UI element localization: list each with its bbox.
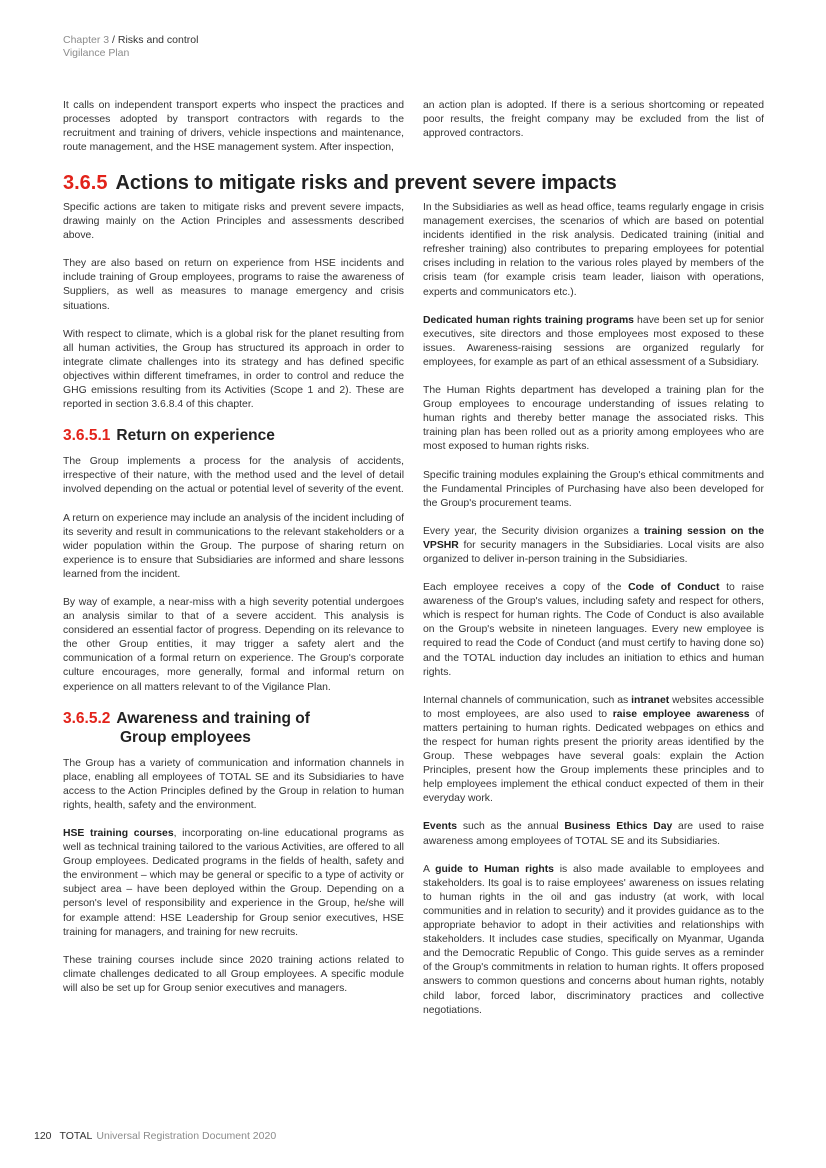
- left-paragraph: The Group has a variety of communication and information channels in place, enabling all employees of TOTAL SE and its Subsidiaries to have access to the Action Principles defined by the Group in relation to human rights, health, safety and the environment.: [63, 757, 404, 811]
- left-paragraph: A return on experience may include an analysis of the incident including of its severity and result in communications to the relevant stakeholders or a wider population within the Group. The purpose of sharing return on experience is to ensure that Subsidiaries are informed and share lessons learned from the incident.: [63, 512, 404, 580]
- document-title: Universal Registration Document 2020: [96, 1130, 277, 1142]
- intranet-lead: intranet: [631, 694, 670, 706]
- right-paragraph: [423, 581, 764, 680]
- right-paragraph: The Human Rights department has developed a training plan for the Group employees to encourage understanding of issues relating to human rights and thereby better manage the associated risks. This training plan has been rolled out as a priority among employees who are most exposed to human rights risks.: [423, 385, 764, 453]
- header-subtitle: Vigilance Plan: [63, 47, 130, 59]
- right-paragraph: [423, 694, 764, 807]
- left-paragraph: By way of example, a near-miss with a high severity potential undergoes an analysis similar to that of a severe accident. This analysis is considered an essential factor of progress. Depending on its relevance to the other Group entities, it may trigger a safety alert and the communication of a formal return on experience. The Group's corporate culture encourages, more generally, formal and informal return on experience on all matters relevant to of the Vigilance Plan.: [63, 596, 404, 693]
- left-paragraph: [63, 827, 404, 940]
- guide-text-b: is also made available to employees and stakeholders. Its goal is to raise employees' awareness on issues relating to human rights in the oil and gas industry (at work, with local communities and in relation to security) and it provides guidance as to the appropriate behavior to adopt in their activities and relationships with stakeholders. It includes case studies, specifically on Myanmar, Uganda and the Democratic Republic of Congo. This guide serves as a reminder of the Group's commitments in relation to human rights. It offers proposed answers to common questions and concerns about human rights, notably child labor, forced labor, discriminatory practices and collective negotiations.: [423, 863, 764, 1016]
- subsection-heading-return-on-experience: [63, 426, 404, 445]
- right-paragraph: [423, 820, 764, 848]
- page-header: [63, 34, 198, 60]
- section-title: Actions to mitigate risks and prevent severe impacts: [115, 172, 617, 194]
- events-text-b: are used to raise awareness among employees of TOTAL SE and its Subsidiaries.: [423, 821, 764, 847]
- intro-left-text: It calls on independent transport experts who inspect the practices and processes adopted by transport contractors with regards to the recruitment and training of drivers, vehicle inspections and maintenance, route management, and the HSE management system. After inspection,: [63, 100, 404, 154]
- right-paragraph: Specific training modules explaining the Group's ethical commitments and the Fundamental Principles of Purchasing have also been developed for the Group's procurement teams.: [423, 469, 764, 509]
- right-paragraph: In the Subsidiaries as well as head office, teams regularly engage in crisis management exercises, the scenarios of which are based on potential incidents identified in the risk analysis. Dedicated training (initial and refresher training) also contributes to preparing employees for potential crises including in relation to the various roles played by members of the crisis team (for example crisis team leader, liaison with operations, experts and communicators etc.).: [423, 202, 764, 298]
- intro-right-text: an action plan is adopted. If there is a serious shortcoming or repeated poor results, the freight company may be excluded from the list of approved contractors.: [423, 100, 764, 140]
- human-rights-training-text: have been set up for senior executives, site directors and those employees most exposed to these issues. Awareness-raising sessions are organized regularly for employees, for example as part of an ethical assessment of a Subsidiary.: [423, 314, 764, 368]
- code-text-a: Each employee receives a copy of the: [423, 582, 629, 594]
- intranet-text-a: Internal channels of communication, such as: [423, 694, 632, 706]
- left-paragraph: With respect to climate, which is a global risk for the planet resulting from all human activities, the Group has structured its approach in order to integrate climate challenges into its strategy and has defined specific objectives within different timeframes, in order to control and reduce the GHG emissions resulting from its Activities (Scope 1 and 2). These are reported in section 3.6.8.4 of this chapter.: [63, 328, 404, 411]
- header-separator: /: [112, 34, 115, 46]
- vpshr-text-b: for security managers in the Subsidiaries. Local visits are also organized to deliver in-person training in the Subsidiaries.: [423, 539, 764, 565]
- intro-right: [423, 99, 764, 155]
- subsection-number: 3.6.5.2: [63, 709, 111, 727]
- brand-name: TOTAL: [59, 1130, 93, 1142]
- code-text-b: to raise awareness of the Group's values, including safety and respect for others, which is respect for human rights. The Code of Conduct is also available on the Group's website in nineteen languages. Every new employee is required to read the Code of Conduct (and must certify to having done so) and the TOTAL induction day includes an initiation to ethics and human rights.: [423, 582, 764, 678]
- events-text-a: such as the annual: [457, 821, 565, 833]
- section-heading: [63, 172, 617, 195]
- hse-training-text: , incorporating on-line educational programs as well as technical training tailored to the various Activities, are offered to all Group employees. Dedicated programs in the fields of health, safety and the environment – which may be general or specific to a type of activity or subject area – have been deployed within the Group. Depending on a person's level of responsibility and experience in the Group, he/she will for example attend: HSE Leadership for Group senior executives, HSE training for managers, and training for new recruits.: [63, 828, 404, 938]
- hse-training-lead: HSE training courses: [63, 828, 174, 839]
- left-paragraph: The Group implements a process for the analysis of accidents, irrespective of their nature, with the method used and the level of detail involved depending on the actual or potential level of severity of the event.: [63, 456, 404, 496]
- intranet-text-c: of matters pertaining to human rights. Dedicated webpages on ethics and the respect for human rights present the priority areas identified by the Group. These webpages have several goals: explain the Action Principles, present how the Group implements these principles and to help employees implement the ethical conduct expected of them in their everyday work.: [423, 708, 764, 805]
- human-rights-training-lead: Dedicated human rights training programs: [423, 314, 634, 326]
- left-paragraph: They are also based on return on experience from HSE incidents and include training of Group employees, programs to raise the awareness of Suppliers, as well as measures to manage emergency and crisis situations.: [63, 258, 404, 312]
- left-column: [63, 201, 404, 1010]
- guide-lead: guide to Human rights: [435, 863, 554, 875]
- left-paragraph: These training courses include since 2020 training actions related to climate challenges dedicated to all Group employees. A specific module will also be set up for Group senior executives and managers.: [63, 954, 404, 994]
- chapter-title: Risks and control: [117, 34, 199, 46]
- code-of-conduct-lead: Code of Conduct: [628, 582, 720, 594]
- section-number: 3.6.5: [63, 172, 108, 194]
- guide-text-a: A: [423, 863, 436, 875]
- left-paragraph: Specific actions are taken to mitigate risks and prevent severe impacts, drawing mainly on the Action Principles and assessments described above.: [63, 202, 404, 242]
- page-footer: [34, 1130, 276, 1142]
- raise-awareness-lead: raise employee awareness: [612, 708, 750, 720]
- vpshr-lead: training session on the VPSHR: [423, 525, 764, 551]
- page-number: 120: [34, 1130, 52, 1142]
- subsection-number: 3.6.5.1: [63, 427, 111, 445]
- intranet-text-b: websites accessible to most employees, are also used to: [423, 694, 764, 720]
- right-column: [423, 201, 764, 1032]
- subsection-title: Return on experience: [116, 427, 275, 445]
- subsection-heading-awareness-training: [63, 709, 404, 747]
- events-lead: Events: [423, 821, 458, 833]
- chapter-label: Chapter 3: [63, 34, 110, 46]
- right-paragraph: [423, 863, 764, 1018]
- subsection-title-line2: Group employees: [120, 728, 251, 746]
- intro-left: [63, 99, 404, 169]
- right-paragraph: [423, 525, 764, 567]
- right-paragraph: [423, 314, 764, 370]
- subsection-title-line1: Awareness and training of: [116, 709, 310, 727]
- vpshr-text-a: Every year, the Security division organizes a: [423, 525, 645, 537]
- ethics-day-lead: Business Ethics Day: [564, 821, 673, 833]
